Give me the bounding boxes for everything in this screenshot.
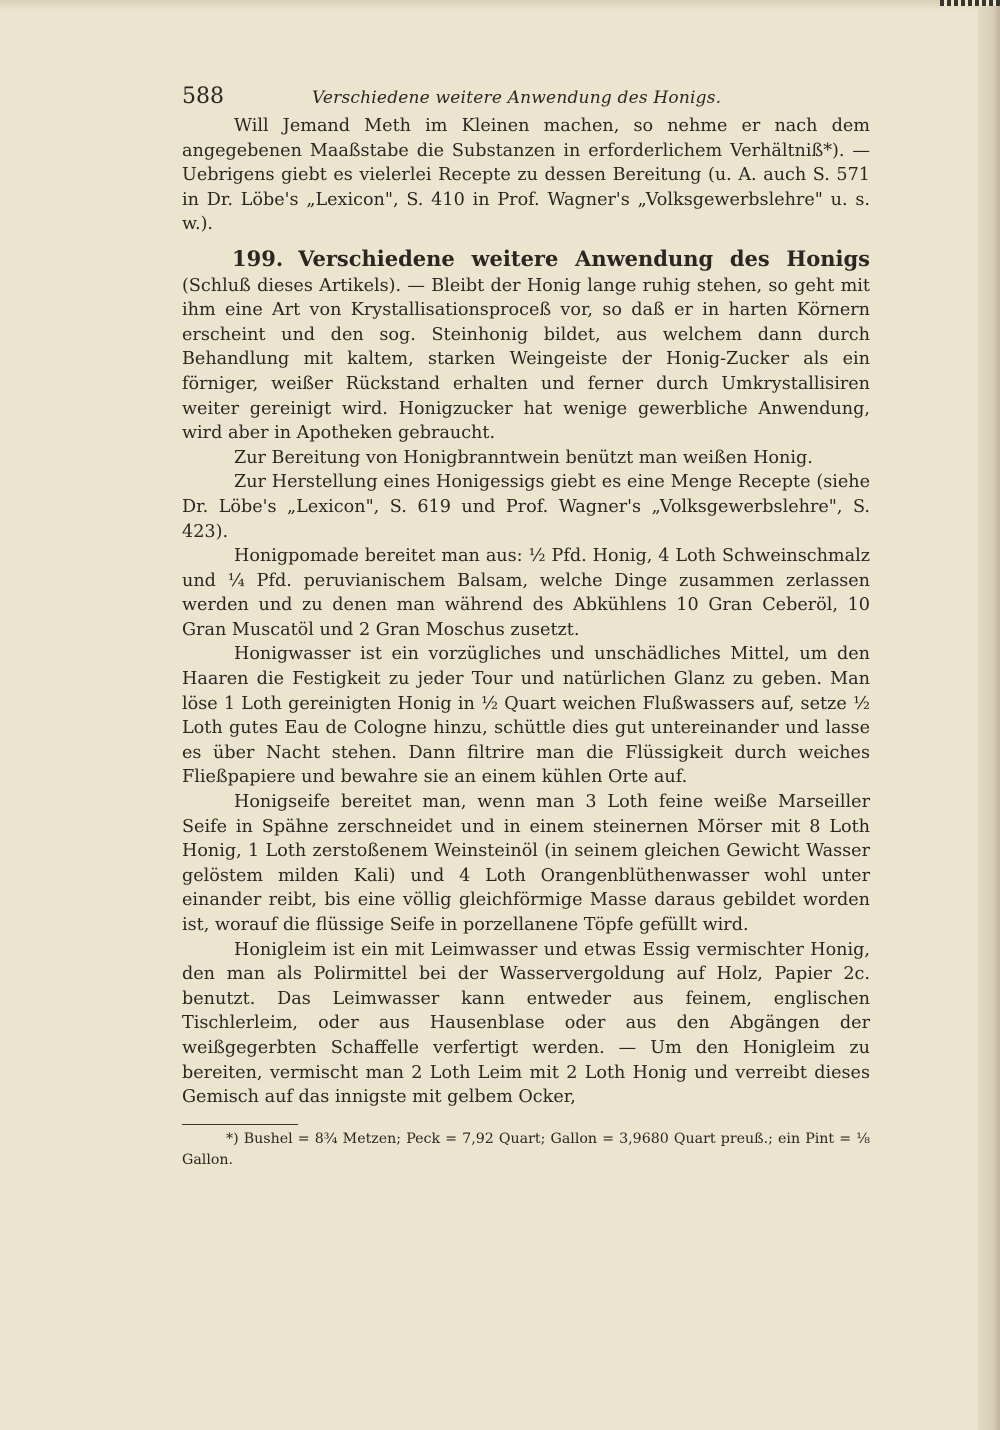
paragraph-honigseife: Honigseife bereitet man, wenn man 3 Loth feine weiße Marseiller Seife in Spähne zerschneidet und in einem steinernen Mörser mit 8 Loth Honig, 1 Loth zerstoßenem Weinsteinöl (in seinem gleichen Gewicht Wasser gelöstem milden Kali) und 4 Loth Orangenblüthenwasser wohl unter einander reibt, bis eine völlig gleichförmige Masse daraus gebildet worden ist, worauf die flüssige Seife in porzellanene Töpfe gefüllt wird. [182,792,870,935]
section-number: 199. [232,245,284,271]
section-text: (Schluß dieses Artikels). — Bleibt der Honig lange ruhig stehen, so geht mit ihm eine Art von Krystallisationsproceß vor, so daß er in harten Körnern erscheint und den sog. Steinhonig bildet, aus welchem dann durch Behandlung mit kaltem, starken Weingeiste der Honig-Zucker als ein förniger, weißer Rückstand erhalten und ferner durch Umkrystallisiren weiter gereinigt wird. Honigzucker hat wenige gewerbliche Anwendung, wird aber in Apotheken gebraucht. [182,275,870,444]
paragraph-section-199 [182,247,870,446]
page-body [182,114,870,1110]
page-right-edge [978,0,1000,1430]
paragraph-meth: Will Jemand Meth im Kleinen machen, so nehme er nach dem angegebenen Maaßstabe die Substanzen in erforderlichem Verhältniß*). — Uebrigens giebt es vielerlei Recepte zu dessen Bereitung (u. A. auch S. 571 in Dr. Löbe's „Lexicon", S. 410 in Prof. Wagner's „Volksgewerbslehre" u. s. w.). [182,116,870,235]
paragraph-honigleim: Honigleim ist ein mit Leimwasser und etwas Essig vermischter Honig, den man als Polirmittel bei der Wasservergoldung auf Holz, Papier 2c. benutzt. Das Leimwasser kann entweder aus feinem, englischen Tischlerleim, oder aus Hausenblase oder aus den Abgängen der weißgegerbten Schaffelle verfertigt werden. — Um den Honigleim zu bereiten, vermischt man 2 Loth Leim mit 2 Loth Honig und verreibt dieses Gemisch auf das innigste mit gelbem Ocker, [182,939,870,1108]
footnote: *) Bushel = 8¾ Metzen; Peck = 7,92 Quart; Gallon = 3,9680 Quart preuß.; ein Pint = ⅛ Gallon. [182,1130,870,1168]
section-title: Verschiedene weitere Anwendung des Honigs [298,245,870,271]
paragraph-honigwasser: Honigwasser ist ein vorzügliches und unschädliches Mittel, um den Haaren die Festigkeit zu jeder Tour und natürlichen Glanz zu geben. Man löse 1 Loth gereinigten Honig in ½ Quart weichen Flußwassers auf, setze ½ Loth gutes Eau de Cologne hinzu, schüttle dies gut untereinander und lasse es über Nacht stehen. Dann filtrire man die Flüssigkeit durch weiches Fließpapiere und bewahre sie an einem kühlen Orte auf. [182,644,870,788]
corner-mark [940,0,1000,6]
footnote-rule [182,1124,298,1125]
paragraph-honigpomade: Honigpomade bereitet man aus: ½ Pfd. Honig, 4 Loth Schweinschmalz und ¼ Pfd. peruvianischem Balsam, welche Dinge zusammen zerlassen werden und zu denen man während des Abkühlens 10 Gran Ceberöl, 10 Gran Muscatöl und 2 Gran Moschus zusetzt. [182,546,870,640]
page-top-edge [0,0,1000,10]
page-header [182,84,870,114]
page-number: 588 [182,84,224,109]
book-page [182,84,870,1171]
paragraph-honigbranntwein: Zur Bereitung von Honigbranntwein benützt man weißen Honig. [234,447,813,468]
running-title: Verschiedene weitere Anwendung des Honigs. [312,88,722,108]
paragraph-honigessig: Zur Herstellung eines Honigessigs giebt es eine Menge Recepte (siehe Dr. Löbe's „Lexicon", S. 619 und Prof. Wagner's „Volksgewerbslehre", S. 423). [182,472,870,542]
